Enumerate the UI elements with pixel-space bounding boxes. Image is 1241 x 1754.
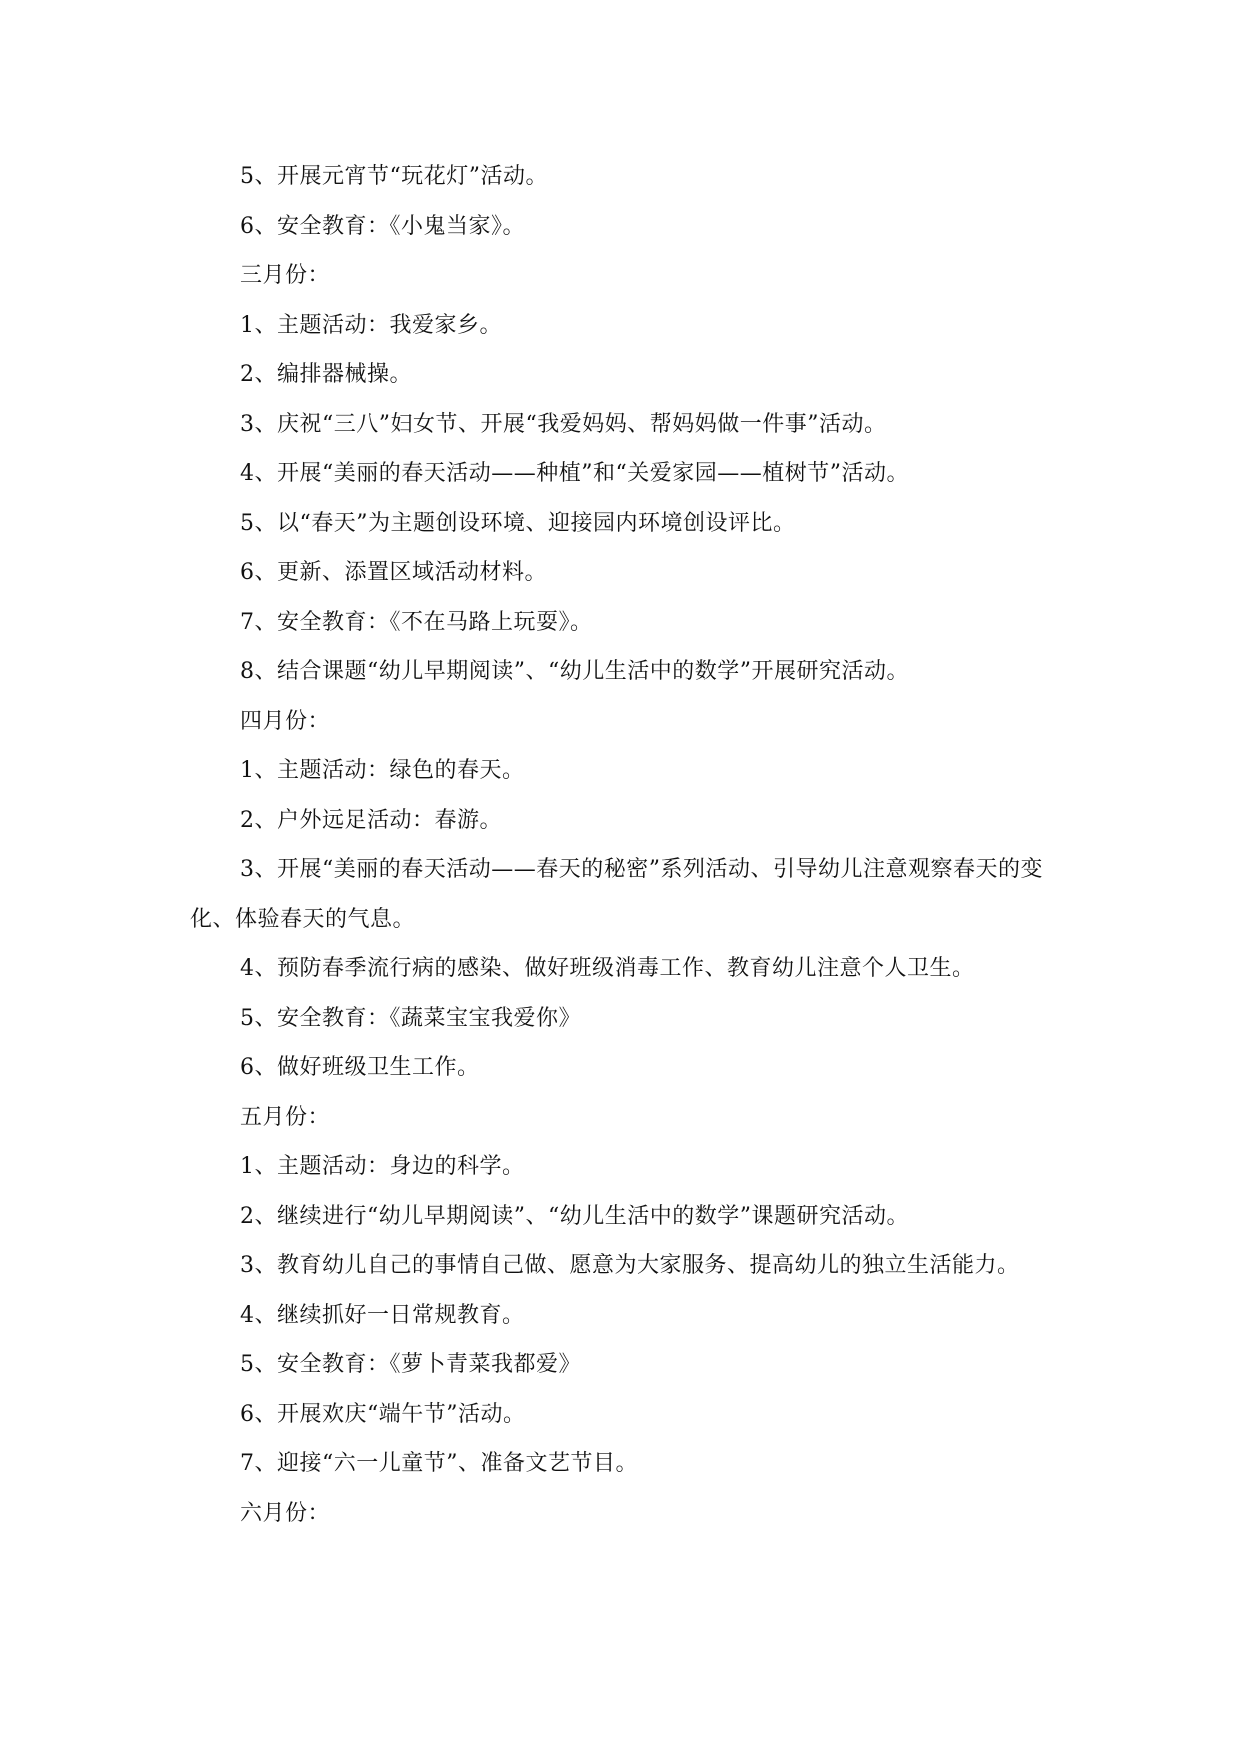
section-heading-march: 三月份： [240,263,331,288]
paragraph-march-exercise: 2、编排器械操。 [240,362,412,387]
paragraph-dragon-boat: 6、开展欢庆“端午节”活动。 [240,1401,526,1427]
paragraph-independence: 3、教育幼儿自己的事情自己做、愿意为大家服务、提高幼儿的独立生活能力。 [240,1253,1020,1278]
paragraph-class-hygiene: 6、做好班级卫生工作。 [240,1055,480,1080]
paragraph-road-safety: 7、安全教育：《不在马路上玩耍》。 [240,609,593,635]
paragraph-research-topics: 8、结合课题“幼儿早期阅读”、“幼儿生活中的数学”开展研究活动。 [240,659,909,684]
section-heading-may: 五月份： [240,1104,331,1130]
paragraph-spring-environment: 5、以“春天”为主题创设环境、迎接园内环境创设评比。 [240,510,796,536]
paragraph-spring-outing: 2、户外远足活动：春游。 [240,807,502,833]
paragraph-spring-secrets: 3、开展“美丽的春天活动——春天的秘密”系列活动、引导幼儿注意观察春天的变化、体验春天的气息。 [190,857,1043,932]
paragraph-disease-prevention: 4、预防春季流行病的感染、做好班级消毒工作、教育幼儿注意个人卫生。 [240,956,975,981]
paragraph-may-theme: 1、主题活动：身边的科学。 [240,1154,525,1179]
section-heading-june: 六月份： [240,1500,331,1526]
paragraph-womens-day: 3、庆祝“三八”妇女节、开展“我爱妈妈、帮妈妈做一件事”活动。 [240,411,887,437]
section-heading-april: 四月份： [240,708,331,734]
paragraph-radish-safety: 5、安全教育：《萝卜青菜我都爱》 [240,1352,581,1377]
paragraph-lantern-activity: 5、开展元宵节“玩花灯”活动。 [240,164,548,189]
paragraph-vegetable-safety: 5、安全教育：《蔬菜宝宝我爱你》 [240,1005,581,1031]
document-body [190,152,1050,1538]
paragraph-safety-home-alone: 6、安全教育：《小鬼当家》。 [240,213,525,239]
paragraph-march-theme: 1、主题活动：我爱家乡。 [240,312,502,338]
paragraph-april-theme: 1、主题活动：绿色的春天。 [240,758,525,783]
paragraph-childrens-day: 7、迎接“六一儿童节”、准备文艺节目。 [240,1451,638,1476]
paragraph-routine-education: 4、继续抓好一日常规教育。 [240,1302,525,1328]
paragraph-area-materials: 6、更新、添置区域活动材料。 [240,560,547,585]
paragraph-continue-research: 2、继续进行“幼儿早期阅读”、“幼儿生活中的数学”课题研究活动。 [240,1203,909,1229]
paragraph-planting: 4、开展“美丽的春天活动——种植”和“关爱家园——植树节”活动。 [240,461,909,486]
